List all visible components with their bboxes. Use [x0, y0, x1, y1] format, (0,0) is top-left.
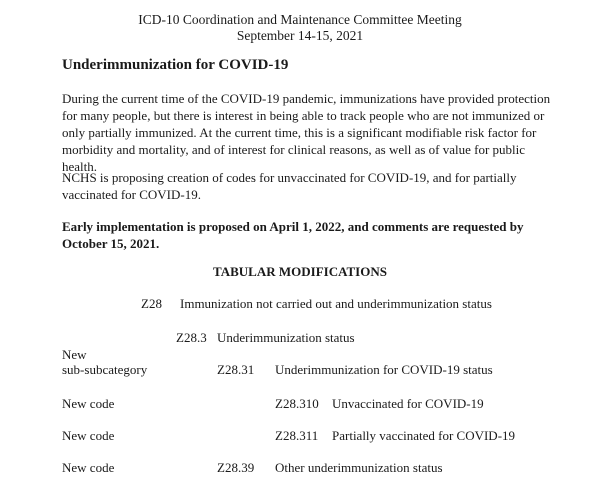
- label-new-code: New code: [62, 396, 115, 411]
- label-new-code: New code: [62, 428, 115, 443]
- desc-z28: Immunization not carried out and underimmunization status: [180, 296, 492, 311]
- implementation-paragraph: Early implementation is proposed on April 1, 2022, and comments are requested by October 15, 2021.: [62, 219, 524, 251]
- desc-z28-311: Partially vaccinated for COVID-19: [332, 428, 516, 443]
- tabular-heading: TABULAR MODIFICATIONS: [213, 264, 387, 279]
- code-z28-31: Z28.31: [217, 362, 255, 377]
- code-z28-311: Z28.311: [275, 428, 319, 443]
- desc-z28-31: Underimmunization for COVID-19 status: [275, 362, 493, 377]
- meeting-title: ICD-10 Coordination and Maintenance Committee Meeting: [138, 12, 462, 27]
- label-sub-subcategory: sub-subcategory: [62, 362, 148, 377]
- intro-paragraph: During the current time of the COVID-19 pandemic, immunizations have provided protection for many people, but there is interest in being able to track people who are not immunized or only partially immunized. At the current time, this is a significant modifiable risk factor for morbidity and mortality, and of interest for clinical reasons, as well as of value for public health.: [62, 91, 551, 174]
- meeting-date: September 14-15, 2021: [236, 28, 364, 43]
- desc-z28-310: Unvaccinated for COVID-19: [332, 396, 484, 411]
- desc-z28-3: Underimmunization status: [217, 330, 355, 345]
- section-title: Underimmunization for COVID-19: [62, 57, 289, 73]
- proposal-paragraph: NCHS is proposing creation of codes for unvaccinated for COVID-19, and for partially vaccinated for COVID-19.: [62, 170, 517, 202]
- label-new-code: New code: [62, 460, 115, 475]
- code-z28: Z28: [141, 296, 162, 311]
- label-new: New: [62, 347, 87, 362]
- code-z28-39: Z28.39: [217, 460, 255, 475]
- desc-z28-39: Other underimmunization status: [275, 460, 443, 475]
- code-z28-3: Z28.3: [176, 330, 207, 345]
- code-z28-310: Z28.310: [275, 396, 319, 411]
